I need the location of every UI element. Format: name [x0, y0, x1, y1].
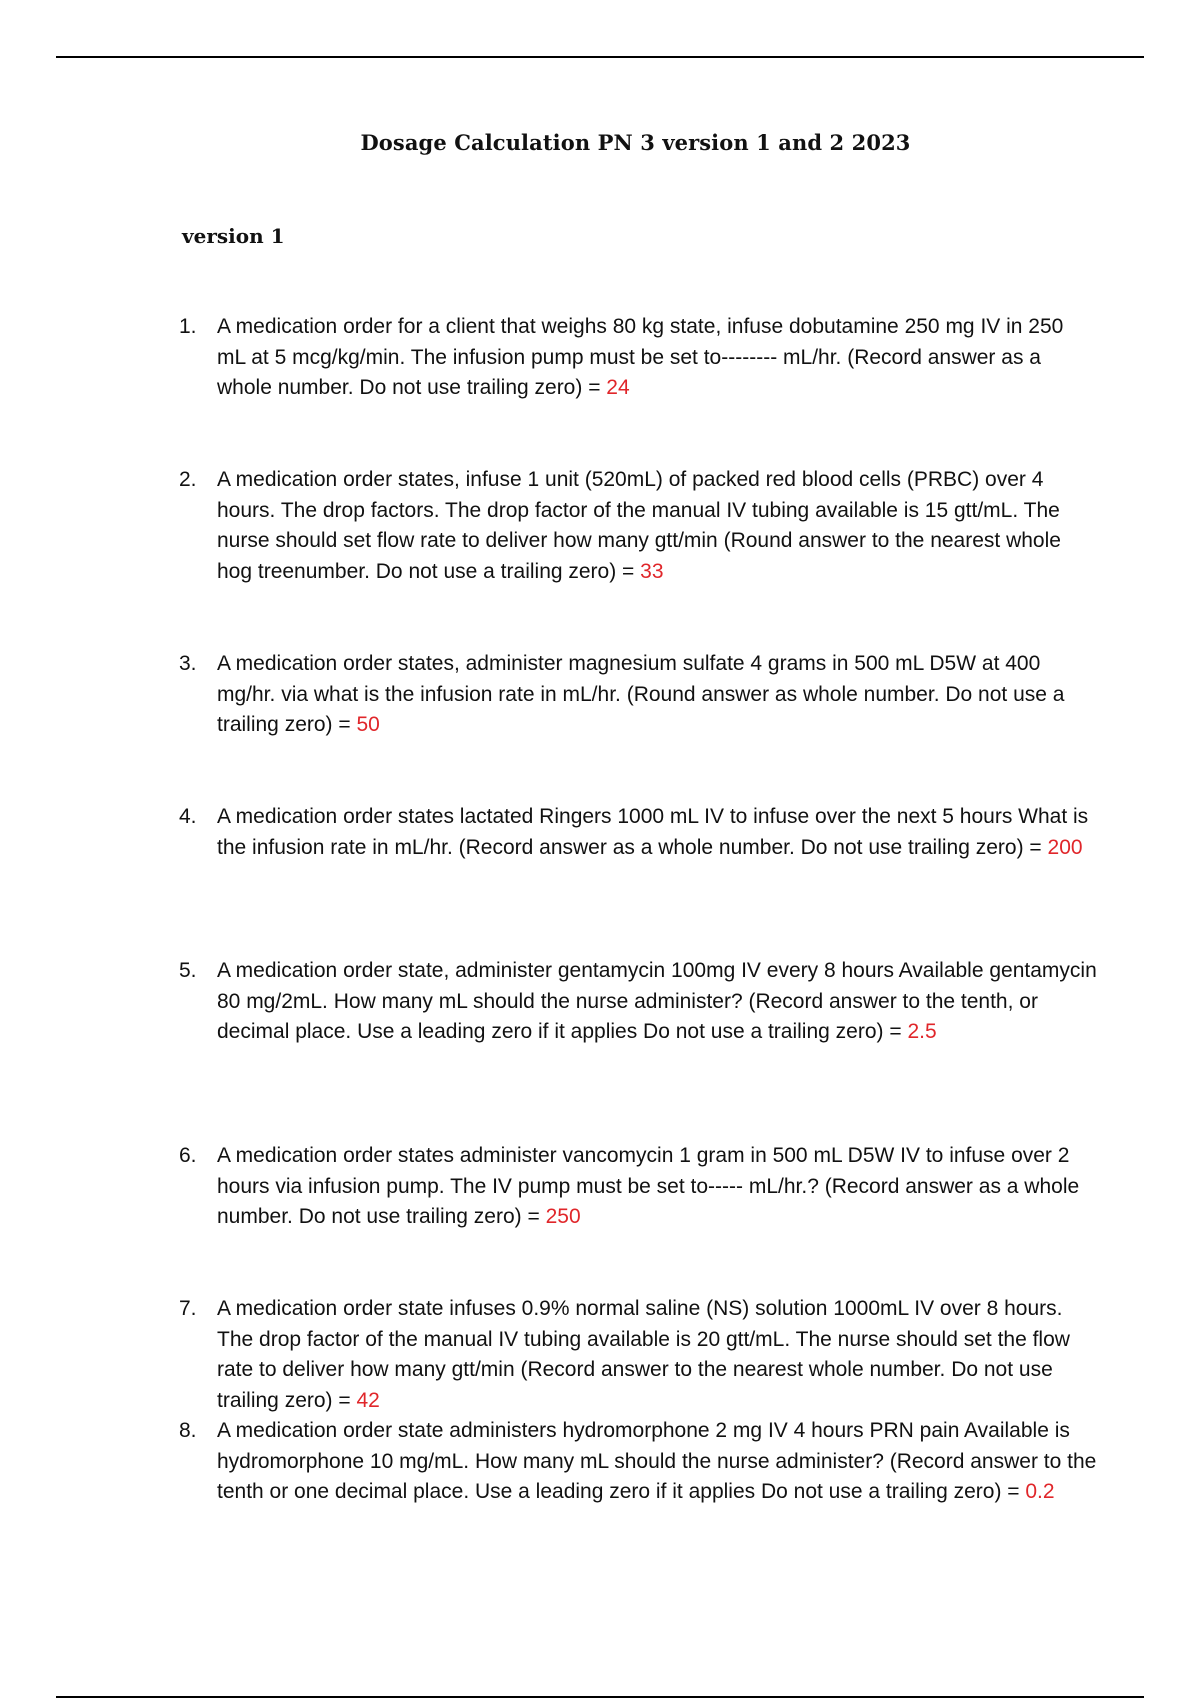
question-item	[179, 802, 1097, 863]
question-text: A medication order states, administer magnesium sulfate 4 grams in 500 mL D5W at 400 mg/hr. via what is the infusion rate in mL/hr. (Round answer as whole number. Do not use a trailing zero) =	[217, 652, 1065, 736]
bottom-divider	[56, 1696, 1144, 1698]
question-number: 1.	[179, 315, 197, 338]
question-text: A medication order states administer vancomycin 1 gram in 500 mL D5W IV to infuse over 2 hours via infusion pump. The IV pump must be set to----- mL/hr.? (Record answer as a whole number. Do not use trailing zero) =	[217, 1144, 1080, 1228]
question-text: A medication order state administers hydromorphone 2 mg IV 4 hours PRN pain Available is hydromorphone 10 mg/mL. How many mL should the nurse administer? (Record answer to the tenth or one decimal place. Use a leading zero if it applies Do not use a trailing zero) =	[217, 1419, 1097, 1503]
top-divider	[56, 56, 1144, 58]
answer-value: 24	[606, 376, 630, 399]
answer-value: 2.5	[907, 1020, 937, 1043]
question-item	[179, 1294, 1097, 1416]
answer-value: 50	[356, 713, 380, 736]
question-item	[179, 465, 1097, 587]
question-text: A medication order state infuses 0.9% normal saline (NS) solution 1000mL IV over 8 hours. The drop factor of the manual IV tubing available is 20 gtt/mL. The nurse should set the flow rate to deliver how many gtt/min (Record answer to the nearest whole number. Do not use trailing zero) =	[217, 1297, 1070, 1412]
question-item	[179, 1416, 1097, 1508]
question-number: 4.	[179, 805, 197, 828]
question-item	[179, 1141, 1097, 1233]
answer-value: 0.2	[1025, 1480, 1055, 1503]
question-item	[179, 956, 1097, 1048]
answer-value: 42	[356, 1388, 380, 1412]
page-title: Dosage Calculation PN 3 version 1 and 2 2023	[360, 130, 911, 155]
question-number: 2.	[179, 468, 197, 491]
question-text: A medication order states, infuse 1 unit (520mL) of packed red blood cells (PRBC) over 4 hours. The drop factors. The drop factor of the manual IV tubing available is 15 gtt/mL. The nurse should set flow rate to deliver how many gtt/min (Round answer to the nearest whole hog treenumber. Do not use a trailing zero) =	[217, 468, 1061, 583]
question-number: 7.	[179, 1297, 197, 1320]
question-item	[179, 312, 1097, 404]
answer-value: 200	[1047, 835, 1083, 859]
answer-value: 250	[545, 1205, 581, 1228]
question-number: 5.	[179, 959, 197, 982]
answer-value: 33	[640, 559, 664, 583]
question-number: 6.	[179, 1144, 197, 1167]
question-text: A medication order for a client that weighs 80 kg state, infuse dobutamine 250 mg IV in 250 mL at 5 mcg/kg/min. The infusion pump must be set to-------- mL/hr. (Record answer as a whole number. Do not use trailing zero) =	[217, 315, 1064, 399]
question-text: A medication order state, administer gentamycin 100mg IV every 8 hours Available gentamycin 80 mg/2mL. How many mL should the nurse administer? (Record answer to the tenth, or decimal place. Use a leading zero if it applies Do not use a trailing zero) =	[217, 959, 1097, 1043]
question-number: 3.	[179, 652, 197, 675]
question-item	[179, 649, 1097, 741]
question-number: 8.	[179, 1419, 197, 1442]
question-text: A medication order states lactated Ringers 1000 mL IV to infuse over the next 5 hours What is the infusion rate in mL/hr. (Record answer as a whole number. Do not use trailing zero) =	[217, 805, 1089, 859]
section-heading: version 1	[182, 224, 285, 248]
